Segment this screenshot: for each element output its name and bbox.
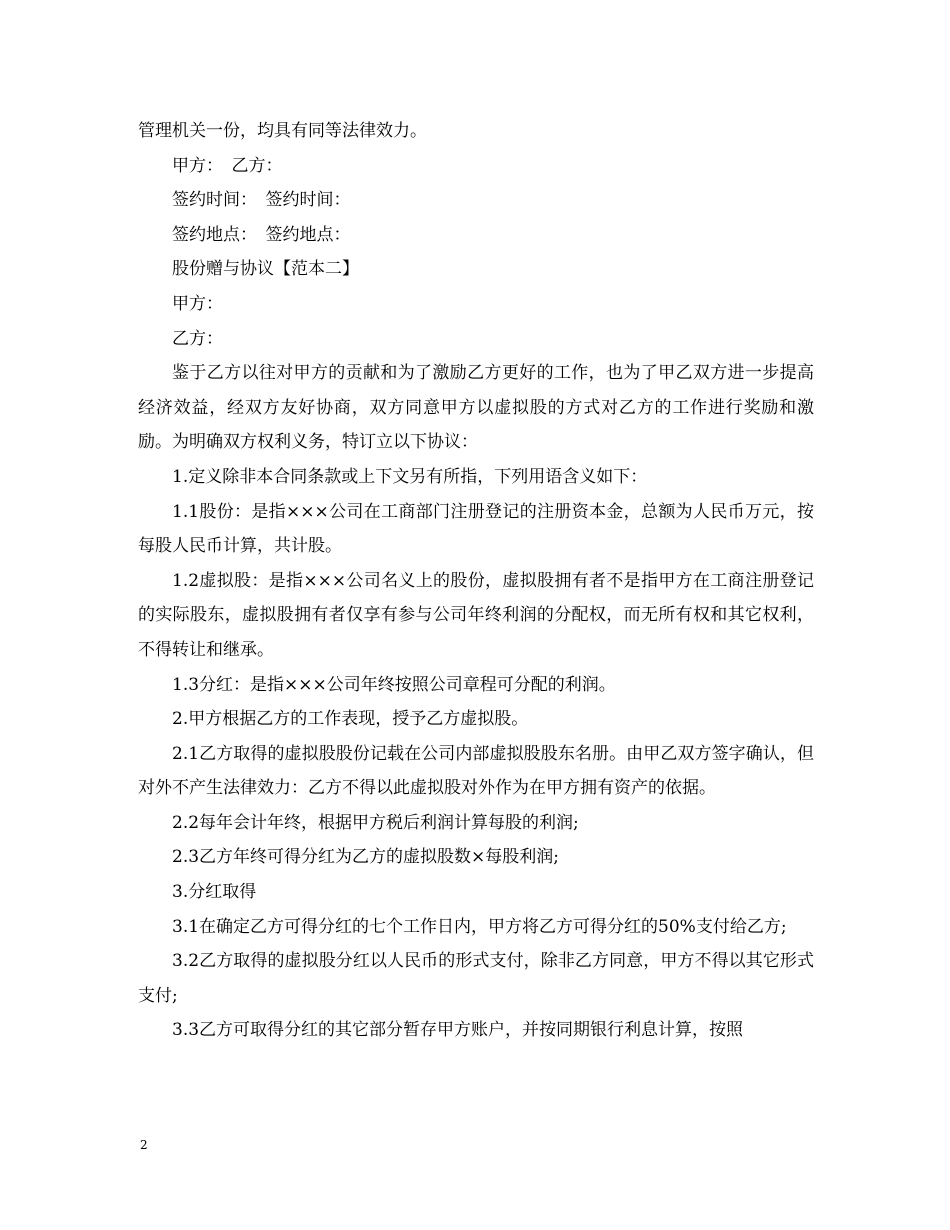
- paragraph: 3.1在确定乙方可得分红的七个工作日内，甲方将乙方可得分红的50%支付给乙方;: [172, 916, 787, 937]
- paragraph: 3.2乙方取得的虚拟股分红以人民币的形式支付，除非乙方同意，甲方不得以其它形式支付;: [138, 951, 814, 1006]
- paragraph: 管理机关一份，均具有同等法律效力。: [138, 121, 427, 141]
- paragraph: 1.定义除非本合同条款或上下文另有所指，下列用语含义如下：: [172, 466, 648, 487]
- paragraph: 签约地点： 签约地点：: [172, 224, 351, 245]
- paragraph: 2.3乙方年终可得分红为乙方的虚拟股数×每股利润;: [172, 847, 560, 868]
- paragraph: 1.1股份：是指×××公司在工商部门注册登记的注册资本金，总额为人民币万元，按每股人民币计算，共计股。: [138, 501, 814, 557]
- section-title: 股份赠与协议【范本二】: [172, 259, 359, 280]
- paragraph: 签约时间： 签约时间：: [172, 190, 351, 211]
- page-number: 2: [140, 1138, 148, 1152]
- paragraph: 3.3乙方可取得分红的其它部分暂存甲方账户，并按同期银行利息计算，按照: [172, 1020, 744, 1041]
- paragraph: 乙方：: [172, 328, 223, 349]
- paragraph: 1.3分红：是指×××公司年终按照公司章程可分配的利润。: [172, 674, 616, 695]
- paragraph: 3.分红取得: [172, 882, 257, 903]
- paragraph: 2.甲方根据乙方的工作表现，授予乙方虚拟股。: [172, 709, 529, 730]
- paragraph: 甲方： 乙方：: [172, 155, 283, 176]
- document-body: [138, 114, 814, 1048]
- paragraph: 1.2虚拟股：是指×××公司名义上的股份，虚拟股拥有者不是指甲方在工商注册登记的实际股东，虚拟股拥有者仅享有参与公司年终利润的分配权，而无所有权和其它权利，不得转让和继承。: [138, 570, 814, 660]
- paragraph: 2.2每年会计年终，根据甲方税后利润计算每股的利润;: [172, 812, 579, 833]
- paragraph: 鉴于乙方以往对甲方的贡献和为了激励乙方更好的工作，也为了甲乙双方进一步提高经济效益，经双方友好协商，双方同意甲方以虚拟股的方式对乙方的工作进行奖励和激励。为明确双方权利义务，特订立以下协议：: [138, 363, 814, 453]
- paragraph: 甲方：: [172, 293, 223, 314]
- paragraph: 2.1乙方取得的虚拟股股份记载在公司内部虚拟股股东名册。由甲乙双方签字确认，但对外不产生法律效力：乙方不得以此虚拟股对外作为在甲方拥有资产的依据。: [138, 743, 814, 799]
